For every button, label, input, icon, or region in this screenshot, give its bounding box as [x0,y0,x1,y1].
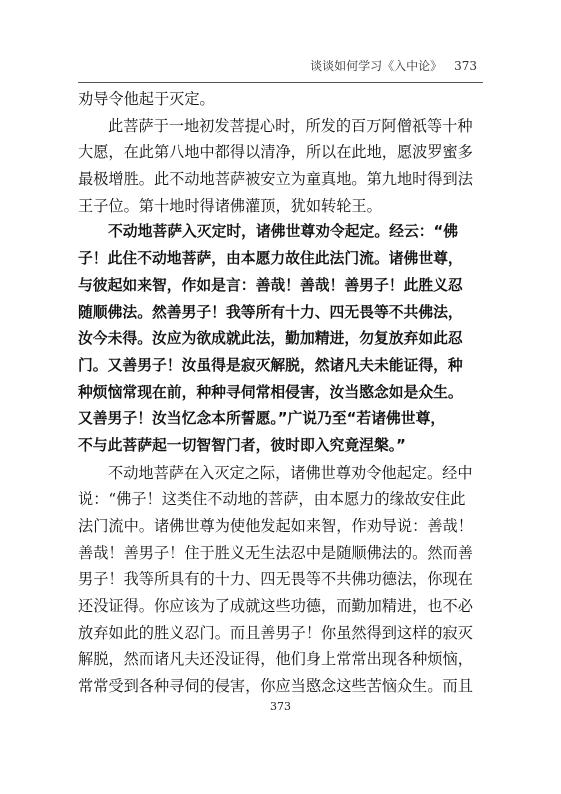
body-text [78,86,490,700]
sutra-quote-line: 子！此住不动地菩萨，由本愿力故住此法门流。诸佛世尊， [78,250,463,268]
text-line: 大愿，在此第八地中都得以清净，所以在此地，愿波罗蜜多 [78,143,473,162]
sutra-quote-line: 种烦恼常现在前，种种寻伺常相侵害，汝当愍念如是众生。 [78,383,463,401]
text-line: 解脱，然而诸凡夫还没证得，他们身上常常出现各种烦恼， [78,650,473,669]
text-line: 常常受到各种寻伺的侵害，你应当愍念这些苦恼众生。而且 [78,677,473,696]
text-line: 法门流中。诸佛世尊为使他发起如来智，作劝导说：善哉！ [78,517,473,535]
text-line: 善哉！善男子！住于胜义无生法忍中是随顺佛法的。然而善 [78,543,473,562]
text-line: 还没证得。你应该为了成就这些功德，而勤加精进，也不必 [78,597,473,616]
sutra-quote-line: 又善男子！汝当忆念本所誓愿。”广说乃至“若诸佛世尊， [78,410,446,428]
text-line: 男子！我等所具有的十力、四无畏等不共佛功德法，你现在 [78,570,473,589]
text-line: 最极增胜。此不动地菩萨被安立为童真地。第九地时得到法 [78,170,473,189]
sutra-quote-line: 门。又善男子！汝虽得是寂灭解脱，然诸凡夫未能证得，种 [78,356,463,374]
text-line: 王子位。第十地时得诸佛灌顶，犹如转轮王。 [78,196,382,215]
header-rule [78,82,483,83]
sutra-quote-line: 不动地菩萨入灭定时，诸佛世尊劝令起定。经云：“佛 [108,223,459,241]
text-line: 放弃如此的胜义忍门。而且善男子！你虽然得到这样的寂灭 [78,623,473,642]
sutra-quote-line: 随顺佛法。然善男子！我等所有十力、四无畏等不共佛法， [78,303,463,321]
running-header-page-number: 373 [454,59,477,73]
sutra-quote-line: 不与此菩萨起一切智智门者，彼时即入究竟涅槃。” [78,436,406,454]
running-header [310,57,477,74]
sutra-quote-line: 与彼起如来智，作如是言：善哉！善哉！善男子！此胜义忍 [78,276,463,294]
text-line: 此菩萨于一地初发菩提心时，所发的百万阿僧祇等十种 [108,116,473,135]
sutra-quote-line: 汝今未得。汝应为欲成就此法，勤加精进，勿复放弃如此忍 [78,330,463,348]
footer-page-number: 373 [270,700,291,713]
running-header-title: 谈谈如何学习《入中论》 [310,59,443,73]
text-line: 说：“佛子！这类住不动地的菩萨，由本愿力的缘故安住此 [78,490,466,509]
text-line: 劝导令他起于灭定。 [78,90,215,108]
text-line: 不动地菩萨在入灭定之际，诸佛世尊劝令他起定。经中 [108,463,473,482]
